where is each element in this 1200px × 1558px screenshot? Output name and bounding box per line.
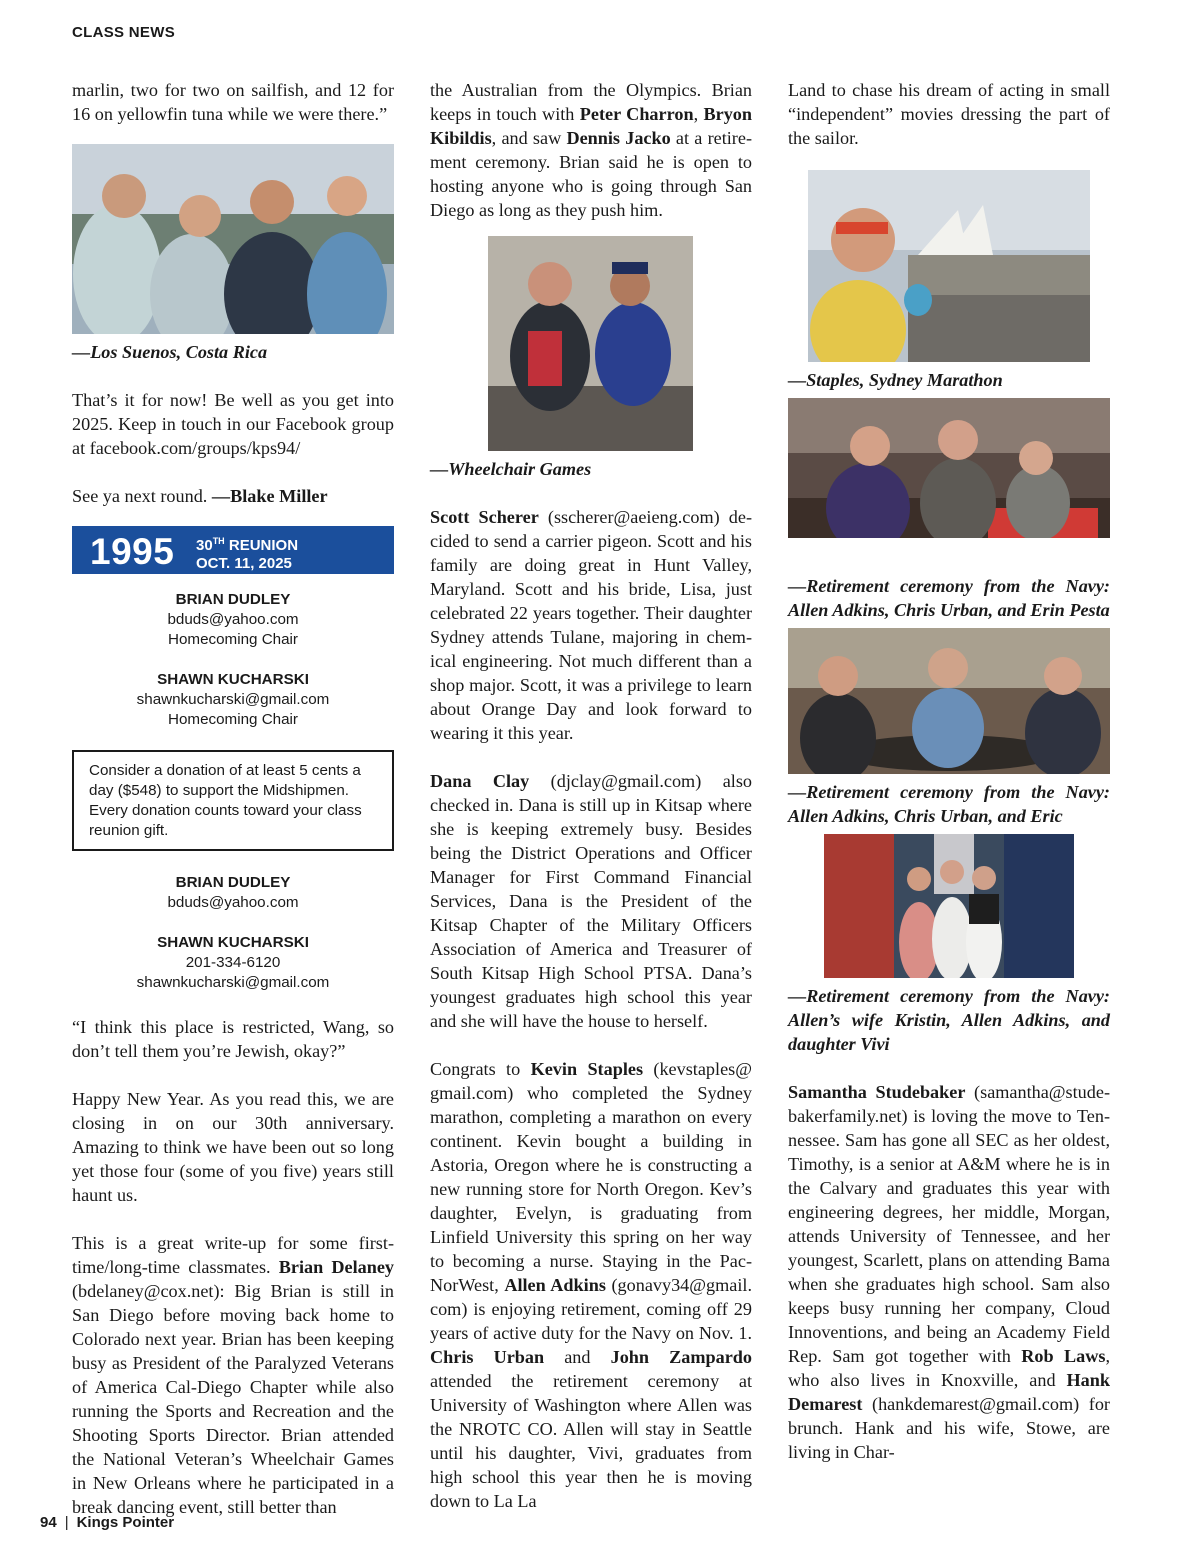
paragraph: This is a great write-up for some first-time/long-time classmates. Brian Delaney (bdelaney@cox.net): Big Brian is still in San Diego before moving back home to Colorado next year. Brian has been keeping busy as President of the Paralyzed Veterans of America Cal-Diego Chapter while also running the Sports and Recreation and the Shooting Sports Director. Brian attended the National Veteran’s Wheelchair Games in New Orleans where he participated in a break dancing event, still better than	[72, 1233, 394, 1517]
photo-fishing-group	[72, 144, 394, 334]
contact-block: BRIAN DUDLEY bduds@yahoo.com	[167, 874, 299, 911]
contact-block: SHAWN KUCHARSKI 201-334-6120 shawnkucharski@gmail.com	[136, 934, 330, 991]
page-number: 94	[40, 1514, 57, 1531]
paragraph: Scott Scherer (sscherer@aeieng.com) decided to send a carrier pigeon. Scott and his family are doing great in Hunt Valley, Maryland. Scott and his bride, Lisa, just celebrated 22 years together. Their daughter Sydney attends Tulane, majoring in chemical engineering. Not much different than a shop major. Scott, it was a privilege to learn about Orange Day and look forward to wearing it this year.	[430, 507, 752, 743]
paragraph: That’s it for now! Be well as you get into 2025. Keep in touch in our Facebook group at facebook.com/groups/kps94/	[72, 390, 394, 458]
contact-block: BRIAN DUDLEY bduds@yahoo.com Homecoming Chair	[167, 591, 299, 648]
photo-retirement-dinner-2	[788, 628, 1110, 774]
photo-caption: —Retirement ceremony from the Navy: Allen Adkins, Chris Urban, and Erin Pesta	[788, 576, 1110, 620]
class-year: 1995	[90, 531, 175, 572]
column-1	[72, 78, 394, 1519]
photo-wheelchair-games	[488, 236, 693, 451]
quote: “I think this place is restricted, Wang, so don’t tell them you’re Jewish, okay?”	[72, 1017, 394, 1061]
paragraph: marlin, two for two on sailfish, and 12 for 16 on yellowfin tuna while we were there.”	[72, 80, 394, 124]
paragraph: Land to chase his dream of acting in small “independent” movies dressing the part of the sailor.	[788, 80, 1110, 148]
paragraph: Samantha Studebaker (samantha@studebakerfamily.net) is loving the move to Tennessee. Sam has gone all SEC as her oldest, Timothy, is a senior at A&M where he is in the Calvary and graduates this year with engineering degrees, her middle, Morgan, attends University of Tennessee, and her youngest, Scarlett, plans on attending Bama when she graduates high school. Sam also keeps busy running her company, Cloud Innoventions, and being an Academy Field Rep. Sam got together with Rob Laws, who also lives in Knoxville, and Hank Demarest (hankdemarest@gmail.com) for brunch. Hank and his wife, Stowe, are living in Char-	[788, 1082, 1111, 1462]
section-label: CLASS NEWS	[72, 24, 176, 41]
photo-caption: —Staples, Sydney Marathon	[788, 370, 1003, 390]
photo-caption: —Los Suenos, Costa Rica	[72, 342, 268, 362]
photo-retirement-dinner-1	[788, 398, 1110, 538]
paragraph: Congrats to Kevin Staples (kevstaples@ gmail.com) who completed the Sydney marathon, completing a marathon on every continent. Kevin bought a building in Astoria, Oregon where he is constructing a new running store for North Oregon. Kev’s daughter, Evelyn, is graduating from Linfield University this spring on her way to becoming a nurse. Staying in the PacNorWest, Allen Adkins (gonavy34@gmail. com) is enjoying retirement, coming off 29 years of active duty for the Navy on Nov. 1. Chris Urban and John Zampardo attended the retirement ceremony at University of Washington where Allen was the NROTC CO. Allen will stay in Seattle until his daughter, Vivi, graduates from high school this year then he is moving down to La La	[430, 1059, 753, 1511]
column-2	[430, 78, 752, 1513]
contact-block: SHAWN KUCHARSKI shawnkucharski@gmail.com Homecoming Chair	[136, 671, 330, 728]
page-footer: 94 | Kings Pointer	[40, 1514, 175, 1531]
column-3	[788, 78, 1110, 1464]
paragraph: See ya next round. —Blake Miller	[72, 486, 328, 506]
photo-caption: —Retirement ceremony from the Navy: Allen Adkins, Chris Urban, and Eric	[788, 782, 1110, 826]
paragraph: Dana Clay (djclay@gmail.com) also checked in. Dana is still up in Kitsap where she is keeping extremely busy. Besides being the District Operations and Officer Manager for First Command Financial Services, Dana is the President of the Kitsap Chapter of the Military Officers Association of America and Treasurer of South Kitsap High School PTSA. Dana’s youngest graduates high school this year and she will have the house to herself.	[430, 771, 752, 1031]
magazine-title: Kings Pointer	[76, 1514, 175, 1531]
reunion-banner	[72, 526, 394, 574]
paragraph: the Australian from the Olympics. Brian keeps in touch with Peter Charron, Bryon Kibildis, and saw Dennis Jacko at a retirement ceremony. Brian said he is open to hosting anyone who is going through San Diego as long as they push him.	[430, 80, 752, 220]
photo-caption: —Retirement ceremony from the Navy: Allen’s wife Kristin, Allen Adkins, and daughter Vivi	[788, 986, 1110, 1054]
signature: —Blake Miller	[211, 486, 328, 506]
paragraph: Happy New Year. As you read this, we are closing in on our 30th anniversary. Amazing to think we have been out so long yet those four (some of you five) years still haunt us.	[72, 1089, 394, 1205]
photo-sydney-marathon	[808, 170, 1090, 362]
donation-box: Consider a donation of at least 5 cents a day ($548) to support the Midshipmen. Every donation counts toward your class reunion gift.	[72, 750, 394, 851]
photo-caption: —Wheelchair Games	[430, 459, 592, 479]
reunion-info: 30TH REUNION OCT. 11, 2025	[196, 536, 299, 572]
photo-retirement-family	[824, 834, 1074, 978]
